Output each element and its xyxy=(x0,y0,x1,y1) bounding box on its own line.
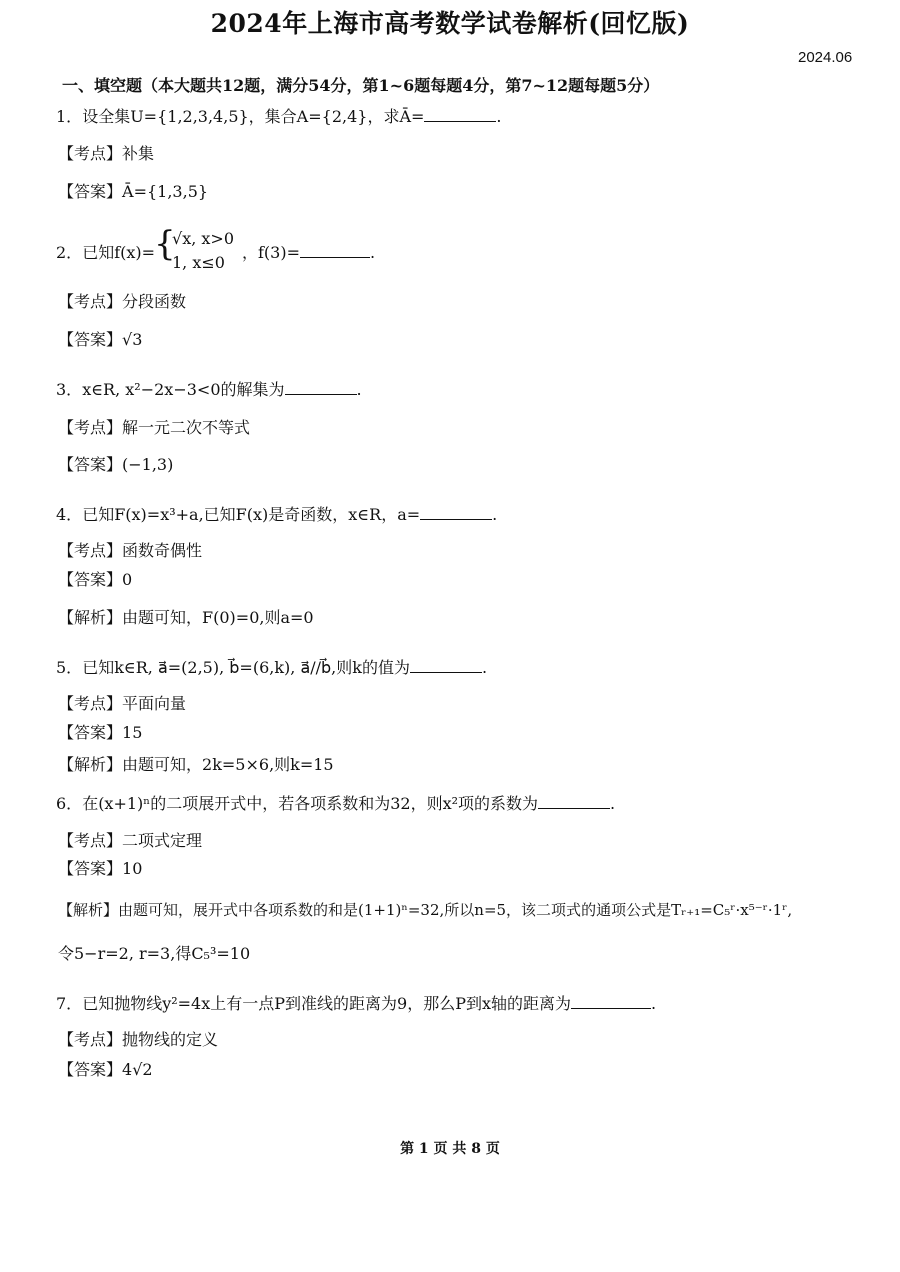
page-footer: 第 1 页 共 8 页 xyxy=(400,1141,500,1157)
q7-point: 【考点】抛物线的定义 xyxy=(58,1030,219,1049)
question-4: 4．已知F(x)=x³+a,已知F(x)是奇函数，x∈R，a= . xyxy=(56,505,498,524)
q6-analysis: 【解析】由题可知，展开式中各项系数的和是(1+1)ⁿ=32,所以n=5，该二项式的通项公式是Tᵣ₊₁=C₅ʳ·x⁵⁻ʳ·1ʳ, xyxy=(58,901,793,919)
q6-analysis-continued: 令5−r=2, r=3,得C₅³=10 xyxy=(58,944,251,963)
piecewise-case-1: √x, x>0 xyxy=(172,229,234,248)
q5-point: 【考点】平面向量 xyxy=(58,694,187,713)
q4-point: 【考点】函数奇偶性 xyxy=(58,541,203,560)
q6-answer: 【答案】10 xyxy=(58,859,143,878)
document-date: 2024.06 xyxy=(798,49,853,66)
section-heading: 一、填空题（本大题共12题，满分54分，第1~6题每题4分，第7~12题每题5分） xyxy=(62,76,660,95)
question-6: 6．在(x+1)ⁿ的二项展开式中，若各项系数和为32，则x²项的系数为 . xyxy=(56,794,616,813)
q3-answer: 【答案】(−1,3) xyxy=(58,455,174,474)
question-1: 1．设全集U={1,2,3,4,5}，集合A={2,4}，求Ā= . xyxy=(56,107,502,126)
q4-answer: 【答案】0 xyxy=(58,570,133,589)
question-5: 5．已知k∈R, a⃗=(2,5), b⃗=(6,k), a⃗//b⃗,则k的值为 . xyxy=(56,658,488,677)
q2-answer: 【答案】√3 xyxy=(58,330,143,349)
q5-analysis: 【解析】由题可知，2k=5×6,则k=15 xyxy=(58,755,334,774)
piecewise-brace: { xyxy=(154,224,176,264)
piecewise-case-2: 1, x≤0 xyxy=(172,253,225,272)
q3-point: 【考点】解一元二次不等式 xyxy=(58,418,251,437)
q1-answer: 【答案】Ā={1,3,5} xyxy=(58,182,209,201)
question-3: 3．x∈R, x²−2x−3<0的解集为 . xyxy=(56,380,362,399)
question-7: 7．已知抛物线y²=4x上有一点P到准线的距离为9，那么P到x轴的距离为 . xyxy=(56,994,657,1013)
q2-point: 【考点】分段函数 xyxy=(58,292,187,311)
q6-point: 【考点】二项式定理 xyxy=(58,831,203,850)
q1-point: 【考点】补集 xyxy=(58,144,155,163)
q7-answer: 【答案】4√2 xyxy=(58,1060,153,1079)
page-title: 2024年上海市高考数学试卷解析(回忆版) xyxy=(210,9,690,38)
q5-answer: 【答案】15 xyxy=(58,723,143,742)
q4-analysis: 【解析】由题可知，F(0)=0,则a=0 xyxy=(58,608,314,627)
